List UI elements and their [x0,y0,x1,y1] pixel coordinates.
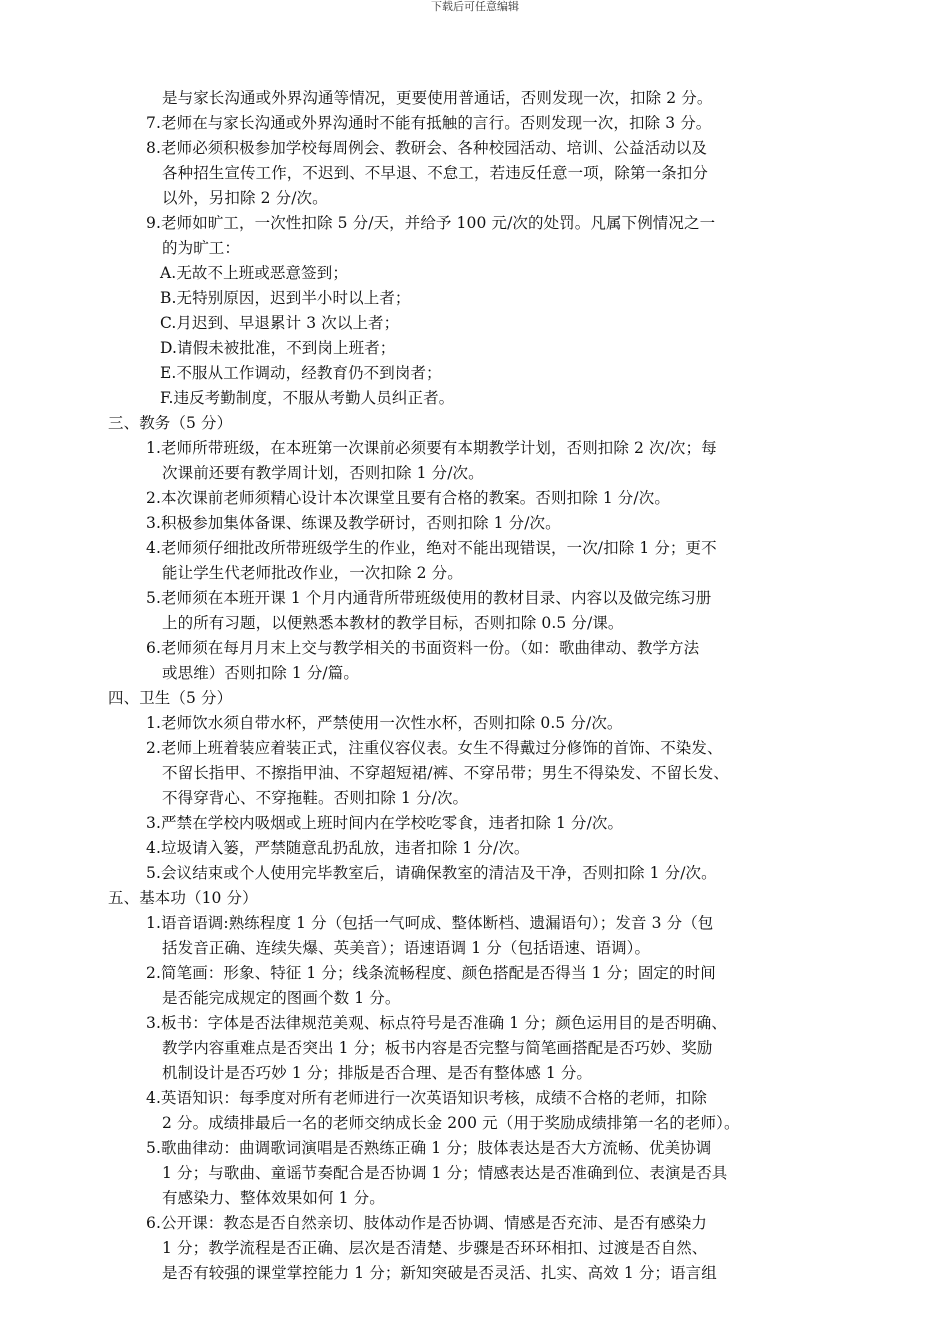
rule-item: 3.板书：字体是否法律规范美观、标点符号是否准确 1 分；颜色运用目的是否明确、 [146,1014,728,1032]
rule-item: 6.公开课：教态是否自然亲切、肢体动作是否协调、情感是否充沛、是否有感染力 [146,1214,707,1232]
rule-continuation: 是否有较强的课堂掌控能力 1 分；新知突破是否灵活、扎实、高效 1 分；语言组 [162,1264,717,1282]
rule-continuation: 次课前还要有教学周计划，否则扣除 1 分/次。 [162,464,484,482]
rule-item: 3.积极参加集体备课、练课及教学研讨，否则扣除 1 分/次。 [146,514,561,532]
rule-continuation: 的为旷工： [162,239,241,257]
rule-continuation: 机制设计是否巧妙 1 分；排版是否合理、是否有整体感 1 分。 [162,1064,593,1082]
rule-continuation: 有感染力、整体效果如何 1 分。 [162,1189,385,1207]
rule-item: 1.老师所带班级，在本班第一次课前必须要有本期教学计划，否则扣除 2 次/次；每 [146,439,717,457]
rule-item: 5.歌曲律动：曲调歌词演唱是否熟练正确 1 分；肢体表达是否大方流畅、优美协调 [146,1139,712,1157]
rule-item: 5.老师须在本班开课 1 个月内通背所带班级使用的教材目录、内容以及做完练习册 [146,589,712,607]
rule-continuation: 以外，另扣除 2 分/次。 [162,189,328,207]
rule-item: 1.语音语调:熟练程度 1 分（包括一气呵成、整体断档、遗漏语句）；发音 3 分（包 [146,914,714,932]
rule-item: 9.老师如旷工，一次性扣除 5 分/天，并给予 100 元/次的处罚。凡属下例情况之一 [146,214,716,232]
section-heading: 五、基本功（10 分） [108,889,258,907]
rule-item: 7.老师在与家长沟通或外界沟通时不能有抵触的言行。否则发现一次，扣除 3 分。 [146,114,712,132]
rule-continuation: 不留长指甲、不擦指甲油、不穿超短裙/裤、不穿吊带；男生不得染发、不留长发、 [162,764,729,782]
rule-item: 1.老师饮水须自带水杯，严禁使用一次性水杯，否则扣除 0.5 分/次。 [146,714,623,732]
rule-item: 4.英语知识：每季度对所有老师进行一次英语知识考核，成绩不合格的老师，扣除 [146,1089,707,1107]
rule-subitem: D.请假未被批准，不到岗上班者； [160,339,396,357]
rule-continuation: 上的所有习题，以便熟悉本教材的教学目标，否则扣除 0.5 分/课。 [162,614,624,632]
page-header: 下载后可任意编辑 [431,0,519,13]
rule-continuation: 教学内容重难点是否突出 1 分；板书内容是否完整与简笔画搭配是否巧妙、奖励 [162,1039,713,1057]
rule-item: 2.简笔画：形象、特征 1 分；线条流畅程度、颜色搭配是否得当 1 分；固定的时间 [146,964,716,982]
section-heading: 四、卫生（5 分） [108,689,233,707]
rule-continuation: 各种招生宣传工作，不迟到、不早退、不怠工，若违反任意一项，除第一条扣分 [162,164,709,182]
rule-item: 5.会议结束或个人使用完毕教室后，请确保教室的清洁及干净，否则扣除 1 分/次。 [146,864,717,882]
rule-continuation: 是否能完成规定的图画个数 1 分。 [162,989,401,1007]
rule-item: 2.老师上班着装应着装正式，注重仪容仪表。女生不得戴过分修饰的首饰、不染发、 [146,739,723,757]
rule-continuation: 2 分。成绩排最后一名的老师交纳成长金 200 元（用于奖励成绩排第一名的老师）。 [162,1114,740,1132]
rule-item: 2.本次课前老师须精心设计本次课堂且要有合格的教案。否则扣除 1 分/次。 [146,489,670,507]
rule-item: 6.老师须在每月月末上交与教学相关的书面资料一份。（如：歌曲律动、教学方法 [146,639,700,657]
section-heading: 三、教务（5 分） [108,414,233,432]
rule-continuation: 1 分；教学流程是否正确、层次是否清楚、步骤是否环环相扣、过渡是否自然、 [162,1239,708,1257]
rule-continuation: 能让学生代老师批改作业，一次扣除 2 分。 [162,564,463,582]
rule-item: 4.老师须仔细批改所带班级学生的作业，绝对不能出现错误，一次/扣除 1 分；更不 [146,539,717,557]
document-body [0,86,950,1286]
rule-subitem: B.无特别原因，迟到半小时以上者； [160,289,411,307]
rule-item: 8.老师必须积极参加学校每周例会、教研会、各种校园活动、培训、公益活动以及 [146,139,707,157]
rule-continuation: 括发音正确、连续失爆、英美音）；语速语调 1 分（包括语速、语调）。 [162,939,651,957]
rule-continuation: 或思维）否则扣除 1 分/篇。 [162,664,359,682]
rule-subitem: E.不服从工作调动，经教育仍不到岗者； [160,364,442,382]
rule-item: 4.垃圾请入篓，严禁随意乱扔乱放，违者扣除 1 分/次。 [146,839,530,857]
rule-subitem: A.无故不上班或恶意签到； [160,264,348,282]
rule-continuation: 不得穿背心、不穿拖鞋。否则扣除 1 分/次。 [162,789,469,807]
rule-continuation: 1 分；与歌曲、童谣节奏配合是否协调 1 分；情感表达是否准确到位、表演是否具 [162,1164,728,1182]
rule-continuation: 是与家长沟通或外界沟通等情况，更要使用普通话，否则发现一次，扣除 2 分。 [162,89,713,107]
rule-subitem: F.违反考勤制度，不服从考勤人员纠正者。 [160,389,455,407]
rule-item: 3.严禁在学校内吸烟或上班时间内在学校吃零食，违者扣除 1 分/次。 [146,814,624,832]
rule-subitem: C.月迟到、早退累计 3 次以上者； [160,314,400,332]
